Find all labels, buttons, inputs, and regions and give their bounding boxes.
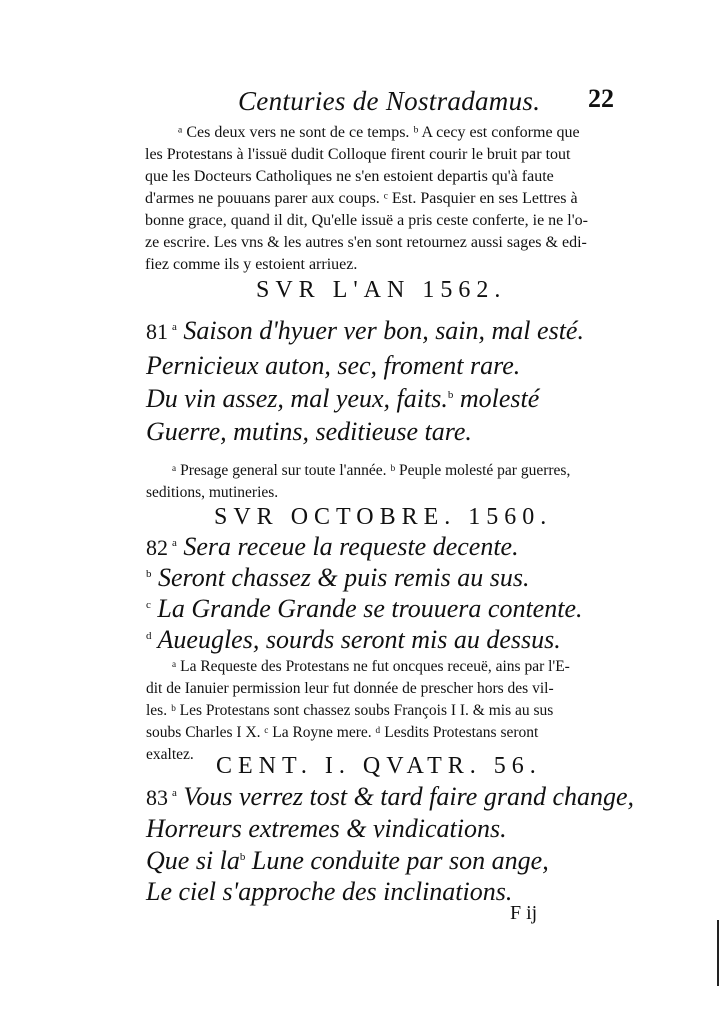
footnote-mark: b — [146, 568, 152, 580]
footnote-mark: d — [146, 630, 152, 642]
verse-line — [146, 563, 529, 593]
footnote-mark: a — [172, 787, 177, 799]
note-line: exaltez. — [146, 746, 194, 763]
folio-number: 22 — [588, 84, 614, 113]
note-line: seditions, mutineries. — [146, 484, 279, 501]
note-line: d'armes ne pouuans parer aux coups. ᶜ Est. Pasquier en ses Lettres à — [145, 190, 578, 207]
verse-line — [146, 846, 549, 876]
verse-text: Guerre, mutins, seditieuse tare. — [146, 417, 472, 446]
verse-text: Saison d'hyuer ver bon, sain, mal esté. — [183, 316, 584, 345]
verse-text: Pernicieux auton, sec, froment rare. — [146, 351, 521, 380]
verse-text: Le ciel s'approche des inclinations. — [146, 877, 513, 906]
verse-text: Sera receue la requeste decente. — [183, 532, 519, 561]
page-header — [238, 86, 638, 117]
note-line: ᵃ Ces deux vers ne sont de ce temps. ᵇ A cecy est conforme que — [178, 124, 580, 141]
verse-line — [146, 316, 584, 346]
verse-text: La Grande Grande se trouuera contente. — [157, 594, 583, 623]
footnote-mark: c — [146, 599, 151, 611]
footnote-mark: a — [172, 537, 177, 549]
section-heading: SVR OCTOBRE. 1560. — [214, 504, 553, 530]
quatrain-number: 83 — [146, 785, 168, 810]
verse-line — [146, 782, 634, 812]
note-line: que les Docteurs Catholiques ne s'en estoient departis qu'à faute — [145, 168, 554, 185]
quatrain-number: 82 — [146, 535, 168, 560]
section-heading: CENT. I. QVATR. 56. — [216, 753, 542, 779]
verse-text: Vous verrez tost & tard faire grand change, — [183, 782, 635, 811]
verse-text: Que si la — [146, 846, 240, 875]
verse-text: molesté — [459, 384, 540, 413]
note-line: dit de Ianuier permission leur fut donnée de prescher hors des vil- — [146, 680, 554, 697]
note-line: ᵃ Presage general sur toute l'année. ᵇ Peuple molesté par guerres, — [172, 462, 571, 479]
note-line: soubs Charles I X. ᶜ La Royne mere. ᵈ Lesdits Protestans seront — [146, 724, 539, 741]
verse-line — [146, 877, 512, 907]
note-line: ᵃ La Requeste des Protestans ne fut oncques receuë, ains par l'E- — [172, 658, 570, 675]
verse-line — [146, 814, 507, 844]
verse-text: Aueugles, sourds seront mis au dessus. — [157, 625, 561, 654]
verse-text: Seront chassez & puis remis au sus. — [158, 563, 530, 592]
footnote-mark: b — [239, 851, 246, 863]
verse-text: Lune conduite par son ange, — [251, 846, 549, 875]
verse-line — [146, 594, 582, 624]
footnote-mark: b — [447, 389, 454, 401]
running-title: Centuries de Nostradamus. — [238, 86, 541, 116]
note-line: les Protestans à l'issuë dudit Colloque firent courir le bruit par tout — [145, 146, 571, 163]
verse-line — [146, 625, 561, 655]
verse-line — [146, 417, 472, 447]
note-line: ze escrire. Les vns & les autres s'en sont retournez aussi sages & edi- — [145, 234, 587, 251]
note-line: les. ᵇ Les Protestans sont chassez soubs François I I. & mis au sus — [146, 702, 554, 719]
section-heading: SVR L'AN 1562. — [256, 277, 507, 303]
page-edge-rule — [717, 920, 719, 986]
signature-mark: F ij — [510, 902, 538, 924]
verse-text: Horreurs extremes & vindications. — [146, 814, 507, 843]
note-line: bonne grace, quand il dit, Qu'elle issuë a pris ceste conferte, ie ne l'o- — [145, 212, 588, 229]
verse-line — [146, 351, 520, 381]
verse-line — [146, 384, 539, 414]
quatrain-number: 81 — [146, 319, 168, 344]
note-line: fiez comme ils y estoient arriuez. — [145, 256, 358, 273]
verse-text: Du vin assez, mal yeux, faits. — [146, 384, 448, 413]
footnote-mark: a — [172, 321, 177, 333]
verse-line — [146, 532, 519, 562]
